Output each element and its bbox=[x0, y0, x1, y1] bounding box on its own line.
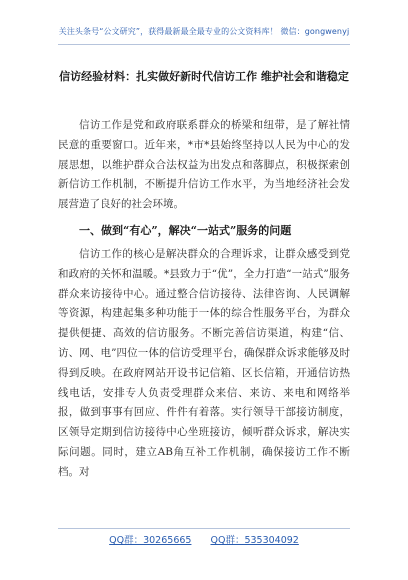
header-divider bbox=[58, 44, 350, 45]
promo-banner: 关注头条号“公文研究”，获得最新最全最专业的公文资料库！ 微信：gongwenyj bbox=[58, 27, 350, 36]
qq-group-1[interactable]: QQ群：30265665 bbox=[109, 535, 192, 546]
document-title: 信访经验材料：扎实做好新时代信访工作 维护社会和谐稳定 bbox=[59, 70, 349, 83]
footer-contacts bbox=[0, 532, 408, 546]
document-body bbox=[58, 116, 350, 483]
section-paragraph: 信访工作的核心是解决群众的合理诉求，让群众感受到党和政府的关怀和温暖。*县致力于“优”，全力打造“一站式”服务群众来访接待中心。通过整合信访接待、法律咨询、人民调解等资源，构建起集多种功能于一体的综合性服务平台，为群众提供便捷、高效的信访服务。不断完善信访渠道，构建“信、访、网、电”四位一体的信访受理平台，确保群众诉求能够及时得到反映。在政府网站开设书记信箱、区长信箱，开通信访热线电话，安排专人负责受理群众来信、来访、来电和网络举报，做到事事有回应、件件有着落。实行领导干部接访制度，区领导定期到信访接待中心坐班接访，倾听群众诉求，解决实际问题。同时，建立AB角互补工作机制，确保接访工作不断档。对 bbox=[58, 247, 350, 478]
intro-paragraph: 信访工作是党和政府联系群众的桥梁和纽带，是了解社情民意的重要窗口。近年来，*市*县始终坚持以人民为中心的发展思想，以维护群众合法权益为出发点和落脚点，积极探索创新信访工作机制，不断提升信访工作水平，为当地经济社会发展营造了良好的社会环境。 bbox=[58, 119, 350, 211]
section-heading: 一、做到“有心”，解决“一站式”服务的问题 bbox=[79, 223, 292, 237]
footer-divider bbox=[58, 528, 350, 529]
qq-group-2[interactable]: QQ群：535304092 bbox=[210, 535, 299, 546]
